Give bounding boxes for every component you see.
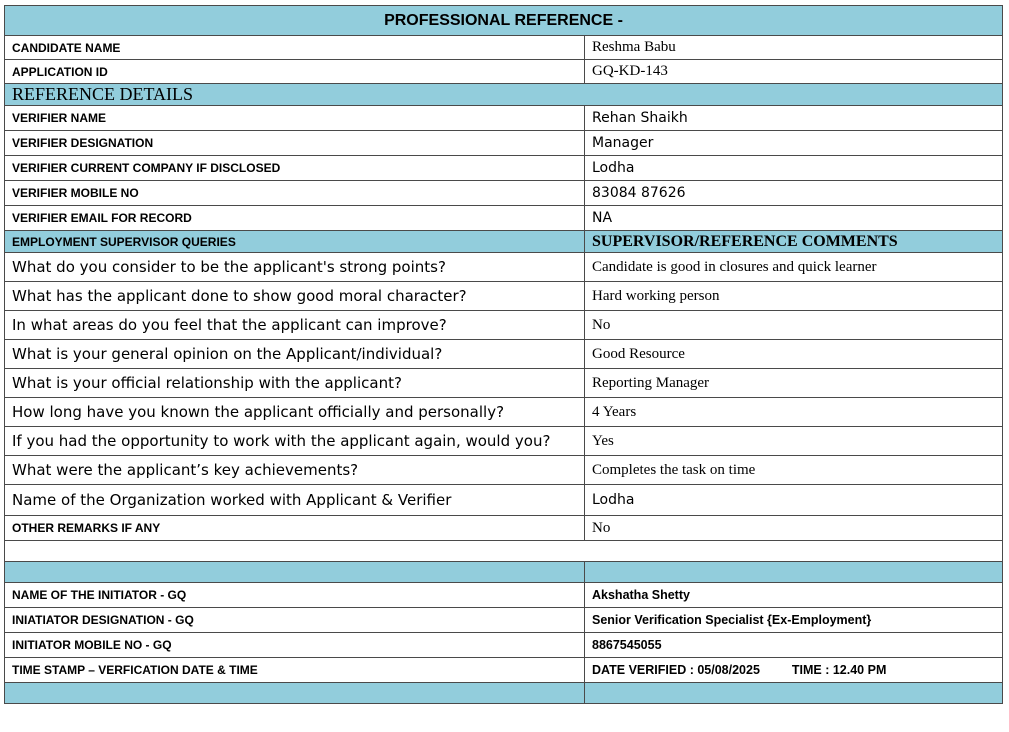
query-row bbox=[5, 282, 1003, 311]
query-answer: Candidate is good in closures and quick learner bbox=[585, 253, 1003, 282]
query-answer: Good Resource bbox=[585, 340, 1003, 369]
verifier-row bbox=[5, 106, 1003, 131]
reference-details-title: REFERENCE DETAILS bbox=[5, 84, 1003, 106]
query-answer: Yes bbox=[585, 427, 1003, 456]
verifier-label: VERIFIER MOBILE NO bbox=[5, 181, 585, 206]
reference-details-row bbox=[5, 84, 1003, 106]
initiator-row bbox=[5, 633, 1003, 658]
verifier-label: VERIFIER DESIGNATION bbox=[5, 131, 585, 156]
queries-header-right: SUPERVISOR/REFERENCE COMMENTS bbox=[585, 231, 1003, 253]
query-answer: Reporting Manager bbox=[585, 369, 1003, 398]
timestamp-label: TIME STAMP – VERFICATION DATE & TIME bbox=[5, 658, 585, 683]
verifier-value: NA bbox=[585, 206, 1003, 231]
initiator-row bbox=[5, 583, 1003, 608]
query-answer: 4 Years bbox=[585, 398, 1003, 427]
blue-footer-row bbox=[5, 683, 1003, 704]
verified-time: TIME : 12.40 PM bbox=[791, 663, 887, 677]
query-row bbox=[5, 427, 1003, 456]
other-remarks-row bbox=[5, 516, 1003, 541]
initiator-label: NAME OF THE INITIATOR - GQ bbox=[5, 583, 585, 608]
page-title: PROFESSIONAL REFERENCE - bbox=[5, 6, 1003, 36]
verifier-row bbox=[5, 156, 1003, 181]
verifier-value: Rehan Shaikh bbox=[585, 106, 1003, 131]
queries-header-left: EMPLOYMENT SUPERVISOR QUERIES bbox=[5, 231, 585, 253]
verified-date: DATE VERIFIED : 05/08/2025 bbox=[592, 663, 760, 677]
query-question: What is your official relationship with the applicant? bbox=[5, 369, 585, 398]
verifier-row bbox=[5, 181, 1003, 206]
query-answer: Completes the task on time bbox=[585, 456, 1003, 485]
verifier-label: VERIFIER NAME bbox=[5, 106, 585, 131]
verifier-value: Lodha bbox=[585, 156, 1003, 181]
timestamp-row bbox=[5, 658, 1003, 683]
query-row bbox=[5, 485, 1003, 516]
query-question: What is your general opinion on the Applicant/individual? bbox=[5, 340, 585, 369]
initiator-label: INIATIATOR DESIGNATION - GQ bbox=[5, 608, 585, 633]
query-answer: Lodha bbox=[585, 485, 1003, 516]
initiator-value: 8867545055 bbox=[585, 633, 1003, 658]
blank-row bbox=[5, 541, 1003, 562]
query-row bbox=[5, 253, 1003, 282]
application-id-label: APPLICATION ID bbox=[5, 60, 585, 84]
spacer-cell bbox=[585, 562, 1003, 583]
other-remarks-label: OTHER REMARKS IF ANY bbox=[5, 516, 585, 541]
footer-cell bbox=[585, 683, 1003, 704]
blue-spacer-row bbox=[5, 562, 1003, 583]
blank-cell bbox=[5, 541, 1003, 562]
query-question: How long have you known the applicant officially and personally? bbox=[5, 398, 585, 427]
query-question: In what areas do you feel that the applicant can improve? bbox=[5, 311, 585, 340]
candidate-name-row bbox=[5, 36, 1003, 60]
initiator-value: Akshatha Shetty bbox=[585, 583, 1003, 608]
query-question: What has the applicant done to show good moral character? bbox=[5, 282, 585, 311]
verifier-label: VERIFIER EMAIL FOR RECORD bbox=[5, 206, 585, 231]
initiator-row bbox=[5, 608, 1003, 633]
verifier-value: Manager bbox=[585, 131, 1003, 156]
spacer-cell bbox=[5, 562, 585, 583]
reference-table bbox=[4, 5, 1003, 704]
query-row bbox=[5, 311, 1003, 340]
queries-header-row bbox=[5, 231, 1003, 253]
query-question: If you had the opportunity to work with the applicant again, would you? bbox=[5, 427, 585, 456]
timestamp-value bbox=[585, 658, 1003, 683]
query-row bbox=[5, 398, 1003, 427]
initiator-label: INITIATOR MOBILE NO - GQ bbox=[5, 633, 585, 658]
query-row bbox=[5, 369, 1003, 398]
verifier-label: VERIFIER CURRENT COMPANY IF DISCLOSED bbox=[5, 156, 585, 181]
application-id-value: GQ-KD-143 bbox=[585, 60, 1003, 84]
query-question: Name of the Organization worked with Applicant & Verifier bbox=[5, 485, 585, 516]
query-row bbox=[5, 340, 1003, 369]
title-row bbox=[5, 6, 1003, 36]
query-question: What were the applicant’s key achievements? bbox=[5, 456, 585, 485]
query-answer: Hard working person bbox=[585, 282, 1003, 311]
query-answer: No bbox=[585, 311, 1003, 340]
other-remarks-value: No bbox=[585, 516, 1003, 541]
query-question: What do you consider to be the applicant's strong points? bbox=[5, 253, 585, 282]
verifier-row bbox=[5, 131, 1003, 156]
footer-cell bbox=[5, 683, 585, 704]
candidate-name-label: CANDIDATE NAME bbox=[5, 36, 585, 60]
verifier-row bbox=[5, 206, 1003, 231]
candidate-name-value: Reshma Babu bbox=[585, 36, 1003, 60]
application-id-row bbox=[5, 60, 1003, 84]
query-row bbox=[5, 456, 1003, 485]
initiator-value: Senior Verification Specialist {Ex-Employment} bbox=[585, 608, 1003, 633]
verifier-value: 83084 87626 bbox=[585, 181, 1003, 206]
